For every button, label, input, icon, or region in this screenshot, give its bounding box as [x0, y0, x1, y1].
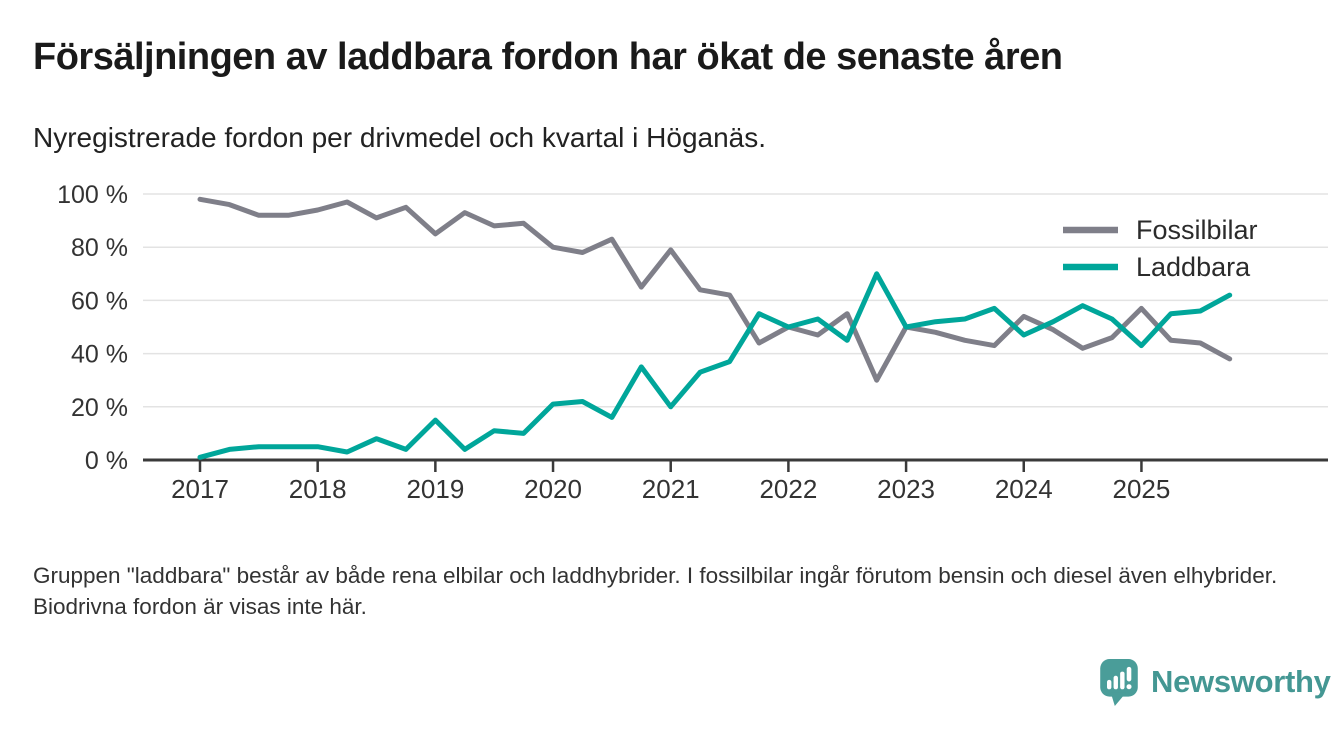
newsworthy-logo-text: Newsworthy — [1151, 664, 1331, 699]
x-axis-label: 2024 — [994, 474, 1053, 504]
y-axis-label: 100 % — [57, 181, 128, 209]
x-axis-label: 2017 — [171, 474, 229, 504]
x-axis-label: 2018 — [288, 474, 347, 504]
series-line-laddbara — [200, 274, 1230, 458]
x-axis-label: 2022 — [759, 474, 818, 504]
x-axis-label: 2023 — [877, 474, 936, 504]
x-axis-label: 2019 — [406, 474, 465, 504]
page-title: Försäljningen av laddbara fordon har ökat de senaste åren — [33, 36, 1063, 78]
bar-chart-speech-bubble-icon — [1098, 658, 1140, 706]
y-axis-label: 0 % — [84, 447, 128, 475]
legend-label-laddbara: Laddbara — [1136, 252, 1251, 282]
y-axis-label: 80 % — [71, 234, 128, 263]
newsworthy-branding — [1098, 656, 1331, 708]
x-axis-label: 2021 — [641, 474, 700, 504]
x-axis-label: 2025 — [1112, 474, 1171, 504]
y-axis-label: 60 % — [71, 287, 128, 316]
y-axis-label: 40 % — [71, 340, 128, 369]
x-axis-label: 2020 — [524, 474, 582, 504]
legend-label-fossilbilar: Fossilbilar — [1136, 215, 1258, 245]
page-subtitle: Nyregistrerade fordon per drivmedel och kvartal i Höganäs. — [33, 122, 767, 153]
y-axis-label: 20 % — [71, 393, 128, 422]
chart-footnote: Gruppen "laddbara" består av både rena elbilar och laddhybrider. I fossilbilar ingår förutom bensin och diesel även elhybrider. Biodrivna fordon är visas inte här. — [33, 563, 1278, 619]
